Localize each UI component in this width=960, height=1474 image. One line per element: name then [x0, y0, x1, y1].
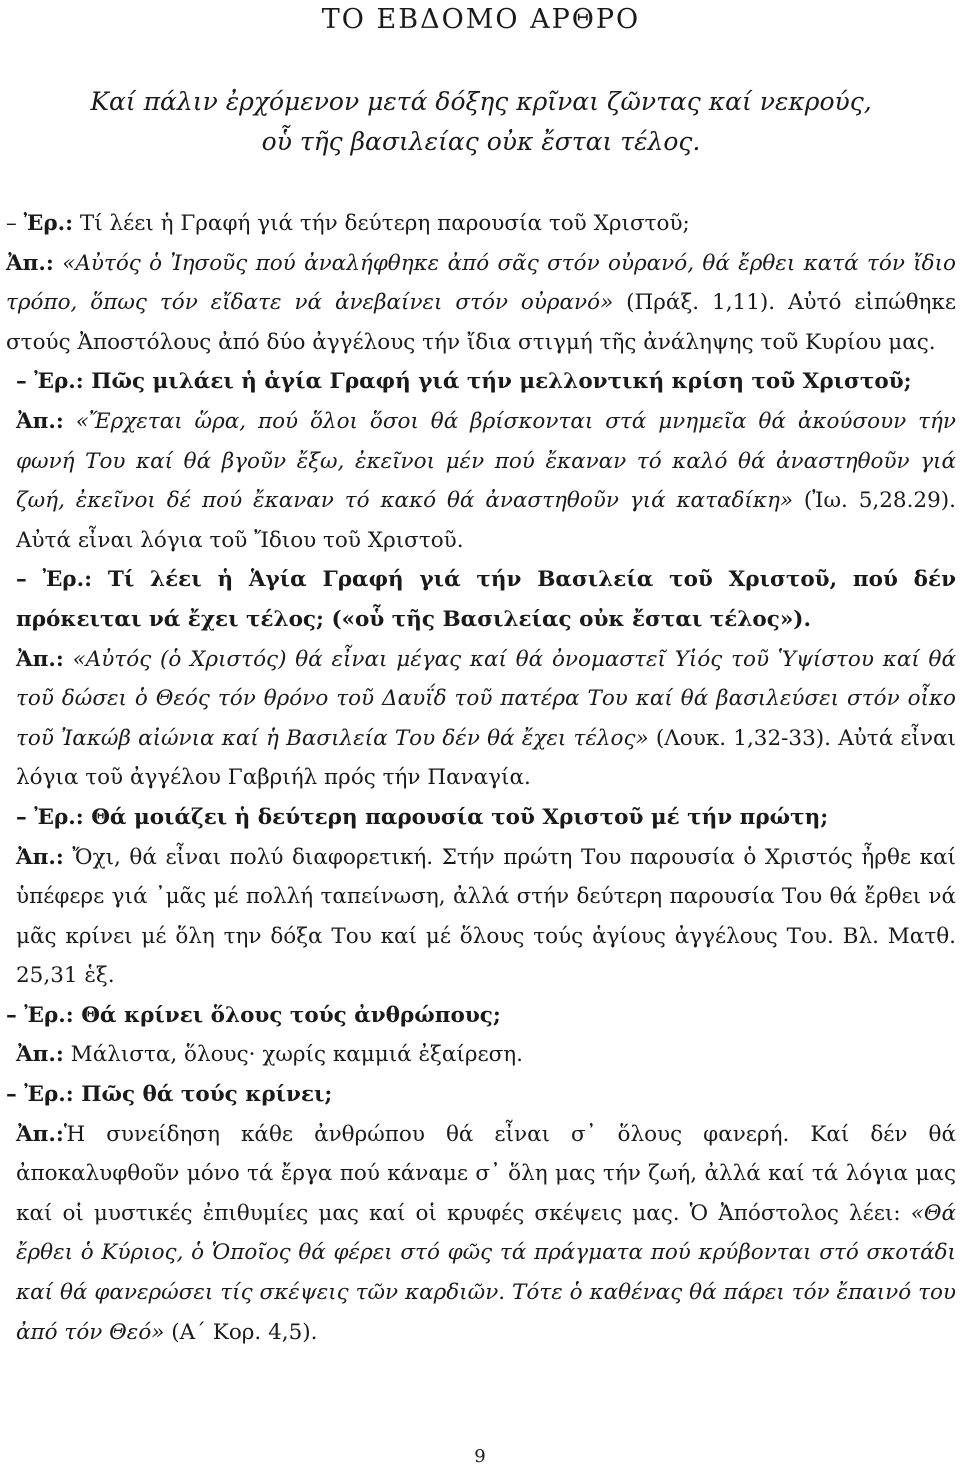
qa-body [6, 204, 956, 1352]
answer-quote: «Αὐτός ὁ Ἰησοῦς πού ἀναλήφθηκε ἀπό σᾶς στόν οὐρανό, θά ἔρθει κατά τόν ἴδιο τρόπο, ὅπως τόν εἴδατε νά ἀνεβαίνει στόν οὐρανό» [6, 250, 956, 316]
question-text: Πῶς μιλάει ἡ ἁγία Γραφή γιά τήν μελλοντική κρίση τοῦ Χριστοῦ; [91, 369, 912, 395]
page-title: ΤΟ ΕΒΔΟΜΟ ΑΡΘΡΟ [321, 4, 641, 35]
answer-text: Ἡ συνείδηση κάθε ἀνθρώπου θά εἶναι σ᾿ ὅλους φανερή. Καί δέν θά ἀποκαλυφθοῦν μόνο τά ἔργα πού κάναμε σ᾿ ὅλη μας τήν ζωή, ἀλλά καί τά λόγια μας καί οἱ μυστικές ἐπιθυμίες μας καί οἱ κρυφές σκέψεις μας. Ὁ Ἀπόστολος λέει: [16, 1121, 956, 1226]
qa-answer-4 [6, 838, 956, 996]
answer-label: Ἀπ.: [16, 844, 64, 870]
answer-text: Ὄχι, θά εἶναι πολύ διαφορετική. Στήν πρώτη Του παρουσία ὁ Χριστός ἦρθε καί ὑπέφερε γιά ᾿μᾶς μέ πολλή ταπείνωση, ἀλλά στήν δεύτερη παρουσία Του θά ἔρθει νά μᾶς κρίνει μέ ὅλη την δόξα Του καί μέ ὅλους τούς ἁγίους ἀγγέλους Του. Βλ. Ματθ. 25,31 ἑξ. [16, 844, 956, 989]
qa-answer-1 [6, 244, 956, 363]
question-text: Τί λέει ἡ Ἁγία Γραφή γιά τήν Βασιλεία τοῦ Χριστοῦ, πού δέν πρόκειται νά ἔχει τέλος; («οὗ τῆς Βασιλείας οὐκ ἔσται τέλος»). [16, 567, 956, 632]
document-page [6, 0, 956, 1474]
answer-label: Ἀπ.: [16, 1121, 64, 1147]
qa-question-1: – Ἐρ.: Τί λέει ἡ Γραφή γιά τήν δεύτερη παρουσία τοῦ Χριστοῦ; [6, 211, 690, 236]
answer-quote: «Ἔρχεται ὥρα, πού ὅλοι ὅσοι θά βρίσκονται στά μνημεῖα θά ἀκούσουν τήν φωνή Του καί θά βγοῦν ἔξω, ἐκεῖνοι μέν πού ἔκαναν τό καλό θά ἀναστηθοῦν γιά ζωή, ἐκεῖνοι δέ πού ἔκαναν τό κακό θά ἀναστηθοῦν γιά καταδίκη» [16, 408, 957, 514]
answer-text-end: (Α΄ Κορ. 4,5). [164, 1319, 318, 1345]
question-label: Ἐρ.: [24, 1082, 74, 1108]
qa-question-4: – Ἐρ.: Θά μοιάζει ἡ δεύτερη παρουσία τοῦ Χριστοῦ μέ τήν πρώτη; [16, 804, 829, 830]
epigraph [6, 82, 956, 162]
page-number: 9 [474, 1446, 486, 1467]
answer-text: (Πράξ. 1,11). Αὐτό εἰπώθηκε στούς Ἀποστόλους ἀπό δύο ἀγγέλους τήν ἴδια στιγμή τῆς ἀνάληψης τοῦ Κυρίου μας. [6, 290, 957, 355]
qa-question-6: – Ἐρ.: Πῶς θά τούς κρίνει; [6, 1082, 333, 1108]
answer-text: (Λουκ. 1,32-33). Αὐτά εἶναι λόγια τοῦ ἀγγέλου Γαβριήλ πρός τήν Παναγία. [16, 725, 956, 791]
qa-question-3: – Ἐρ.: Τί λέει ἡ Ἁγία Γραφή γιά τήν Βασιλεία τοῦ Χριστοῦ, πού δέν πρόκειται νά ἔχει τέλος; («οὗ τῆς Βασιλείας οὐκ ἔσται τέλος»). [16, 567, 956, 632]
question-label: Ἐρ.: [34, 804, 84, 830]
question-text: Τί λέει ἡ Γραφή γιά τήν δεύτερη παρουσία τοῦ Χριστοῦ; [79, 211, 690, 236]
answer-label: Ἀπ.: [6, 250, 54, 276]
question-text: Πῶς θά τούς κρίνει; [81, 1082, 333, 1108]
qa-answer-2 [6, 402, 956, 560]
epigraph-line-2: οὗ τῆς βασιλείας οὐκ ἔσται τέλος. [261, 127, 701, 156]
qa-answer-3 [6, 640, 956, 798]
question-text: Θά μοιάζει ἡ δεύτερη παρουσία τοῦ Χριστοῦ μέ τήν πρώτη; [91, 804, 829, 830]
question-label: Ἐρ.: [42, 567, 93, 593]
qa-question-5: – Ἐρ.: Θά κρίνει ὅλους τούς ἀνθρώπους; [6, 1002, 501, 1028]
question-label: Ἐρ.: [24, 1002, 74, 1028]
answer-text: (Ἰω. 5,28.29). Αὐτά εἶναι λόγια τοῦ Ἴδιου τοῦ Χριστοῦ. [16, 488, 956, 553]
answer-label: Ἀπ.: [16, 1042, 64, 1068]
answer-label: Ἀπ.: [16, 408, 64, 434]
qa-answer-6 [6, 1115, 956, 1353]
qa-answer-5 [6, 1035, 956, 1075]
question-label: Ἐρ.: [23, 211, 74, 236]
question-text: Θά κρίνει ὅλους τούς ἀνθρώπους; [81, 1002, 501, 1028]
answer-quote: «Θά ἔρθει ὁ Κύριος, ὁ Ὁποῖος θά φέρει στό φῶς τά πράγματα πού κρύβονται στό σκοτάδι καί θά φανερώσει τίς σκέψεις τῶν καρδιῶν. Τότε ὁ καθένας θά πάρει τόν ἔπαινό του ἀπό τόν Θεό» [16, 1200, 956, 1345]
qa-question-2: – Ἐρ.: Πῶς μιλάει ἡ ἁγία Γραφή γιά τήν μελλοντική κρίση τοῦ Χριστοῦ; [16, 369, 912, 395]
answer-text: Μάλιστα, ὅλους· χωρίς καμμιά ἐξαίρεση. [63, 1042, 524, 1068]
answer-label: Ἀπ.: [16, 646, 64, 672]
question-label: Ἐρ.: [34, 369, 84, 395]
epigraph-line-1: Καί πάλιν ἐρχόμενον μετά δόξης κρῖναι ζῶντας καί νεκρούς, [90, 87, 872, 116]
answer-quote: «Αὐτός (ὁ Χριστός) θά εἶναι μέγας καί θά ὀνομαστεῖ Υἱός τοῦ Ὑψίστου καί θά τοῦ δώσει ὁ Θεός τόν θρόνο τοῦ Δαυΐδ τοῦ πατέρα Του καί θά βασιλεύσει στόν οἶκο τοῦ Ἰακώβ αἰώνια καί ἡ Βασιλεία Του δέν θά ἔχει τέλος» [16, 646, 956, 751]
